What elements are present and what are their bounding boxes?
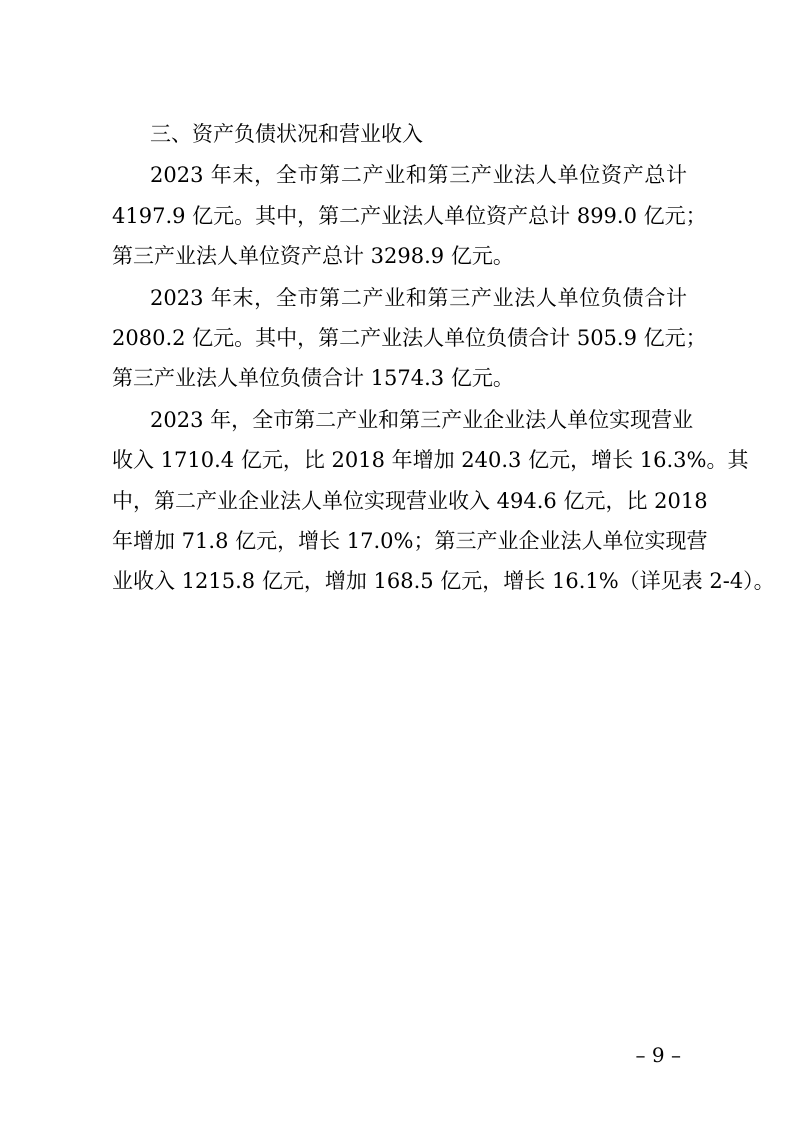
paragraph-2-line-3: 第三产业法人单位负债合计 1574.3 亿元。 bbox=[112, 366, 514, 390]
paragraph-2-line-2: 2080.2 亿元。其中，第二产业法人单位负债合计 505.9 亿元； bbox=[112, 326, 707, 350]
page-number: – 9 – bbox=[635, 1043, 681, 1067]
paragraph-1-line-1: 2023 年末，全市第二产业和第三产业法人单位资产总计 bbox=[150, 163, 687, 187]
paragraph-1-line-3: 第三产业法人单位资产总计 3298.9 亿元。 bbox=[112, 244, 514, 268]
paragraph-1-line-2: 4197.9 亿元。其中，第二产业法人单位资产总计 899.0 亿元； bbox=[112, 204, 707, 228]
paragraph-3-line-4: 年增加 71.8 亿元，增长 17.0%；第三产业企业法人单位实现营 bbox=[112, 529, 708, 553]
paragraph-3-line-3: 中，第二产业企业法人单位实现营业收入 494.6 亿元，比 2018 bbox=[112, 489, 708, 513]
paragraph-3-line-1: 2023 年，全市第二产业和第三产业企业法人单位实现营业 bbox=[150, 408, 694, 432]
paragraph-3-line-5: 业收入 1215.8 亿元，增加 168.5 亿元，增长 16.1%（详见表 2-4）。 bbox=[112, 569, 775, 593]
paragraph-2-line-1: 2023 年末，全市第二产业和第三产业法人单位负债合计 bbox=[150, 286, 687, 310]
paragraph-3-line-2: 收入 1710.4 亿元，比 2018 年增加 240.3 亿元，增长 16.3%。其 bbox=[112, 448, 749, 472]
section-heading: 三、资产负债状况和营业收入 bbox=[150, 122, 423, 146]
